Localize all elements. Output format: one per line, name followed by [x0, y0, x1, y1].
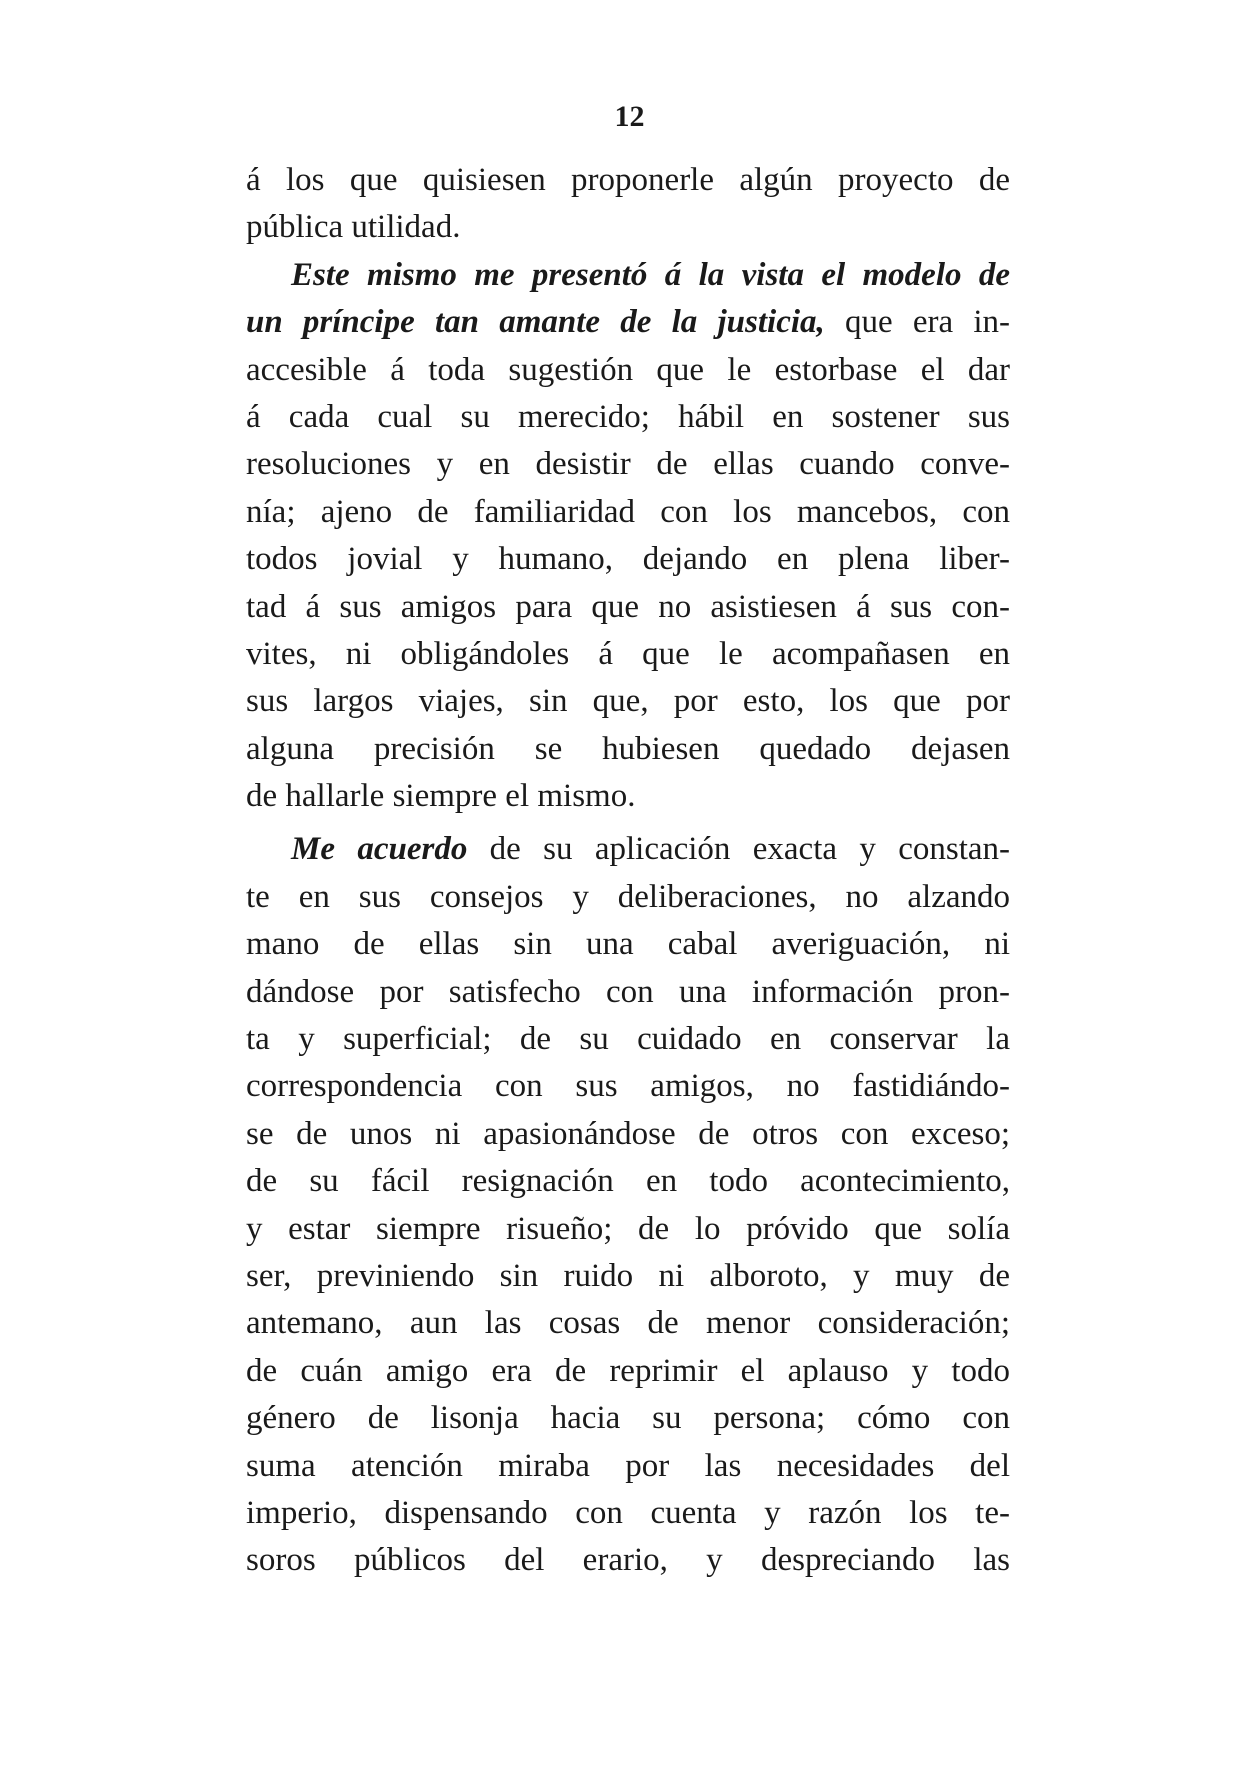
text-segment: te en sus consejos y deliberaciones, no alzando [246, 878, 1010, 915]
text-line [246, 252, 1010, 299]
text-line [246, 1395, 1010, 1442]
text-line [246, 204, 1010, 251]
text-line [246, 157, 1010, 204]
text-segment: ser, previniendo sin ruido ni alboroto, y muy de [246, 1257, 1010, 1294]
text-line [246, 1537, 1010, 1584]
text-line [246, 1300, 1010, 1347]
text-segment: soros públicos del erario, y despreciando las [246, 1542, 1010, 1579]
italic-text-segment: Este mismo me presentó á la vista el modelo de [291, 256, 1010, 293]
text-line [246, 299, 1010, 346]
text-line [246, 826, 1010, 873]
text-line [246, 489, 1010, 536]
text-line [246, 1348, 1010, 1395]
text-line [246, 394, 1010, 441]
body-text [246, 157, 1010, 1585]
text-segment: todos jovial y humano, dejando en plena liber- [246, 541, 1010, 578]
text-segment: resoluciones y en desistir de ellas cuando conve- [246, 446, 1010, 483]
text-line [246, 441, 1010, 488]
page-number: 12 [614, 100, 645, 133]
text-line [246, 631, 1010, 678]
text-segment: imperio, dispensando con cuenta y razón los te- [246, 1494, 1010, 1531]
italic-text-segment: Me acuerdo [291, 831, 468, 868]
text-segment: alguna precisión se hubiesen quedado dejasen [246, 730, 1010, 767]
text-line [246, 874, 1010, 921]
text-line [246, 1490, 1010, 1537]
text-line [246, 1016, 1010, 1063]
text-line [246, 773, 1010, 820]
text-segment: de hallarle siempre el mismo. [246, 778, 636, 815]
text-segment: suma atención miraba por las necesidades del [246, 1447, 1010, 1484]
text-segment: á cada cual su merecido; hábil en sostener sus [246, 398, 1010, 435]
text-segment: género de lisonja hacia su persona; cómo con [246, 1400, 1010, 1437]
text-line [246, 1206, 1010, 1253]
text-segment: sus largos viajes, sin que, por esto, los que por [246, 683, 1010, 720]
text-line [246, 969, 1010, 1016]
italic-text-segment: un príncipe tan amante de la justicia, [246, 304, 825, 341]
text-line [246, 726, 1010, 773]
text-line [246, 678, 1010, 725]
text-segment: de su aplicación exacta y constan- [467, 831, 1010, 868]
text-line [246, 921, 1010, 968]
text-segment: nía; ajeno de familiaridad con los mancebos, con [246, 493, 1010, 530]
text-segment: dándose por satisfecho con una información pron- [246, 973, 1010, 1010]
text-line [246, 1111, 1010, 1158]
text-segment: que era in- [824, 304, 1010, 341]
text-line [246, 584, 1010, 631]
text-segment: ta y superficial; de su cuidado en conservar la [246, 1021, 1010, 1058]
text-line [246, 1158, 1010, 1205]
text-segment: de su fácil resignación en todo acontecimiento, [246, 1163, 1010, 1200]
text-line [246, 536, 1010, 583]
text-segment: accesible á toda sugestión que le estorbase el dar [246, 351, 1010, 388]
text-segment: mano de ellas sin una cabal averiguación, ni [246, 926, 1010, 963]
text-line [246, 1443, 1010, 1490]
text-segment: pública utilidad. [246, 209, 461, 246]
text-segment: y estar siempre risueño; de lo próvido que solía [246, 1210, 1010, 1247]
text-segment: correspondencia con sus amigos, no fastidiándo- [246, 1068, 1010, 1105]
text-segment: de cuán amigo era de reprimir el aplauso y todo [246, 1352, 1010, 1389]
text-line [246, 347, 1010, 394]
text-segment: se de unos ni apasionándose de otros con exceso; [246, 1115, 1010, 1152]
text-segment: antemano, aun las cosas de menor consideración; [246, 1305, 1010, 1342]
text-segment: tad á sus amigos para que no asistiesen á sus con- [246, 588, 1010, 625]
text-line [246, 1253, 1010, 1300]
text-segment: vites, ni obligándoles á que le acompañasen en [246, 635, 1010, 672]
text-line [246, 1063, 1010, 1110]
text-segment: á los que quisiesen proponerle algún proyecto de [246, 162, 1010, 198]
